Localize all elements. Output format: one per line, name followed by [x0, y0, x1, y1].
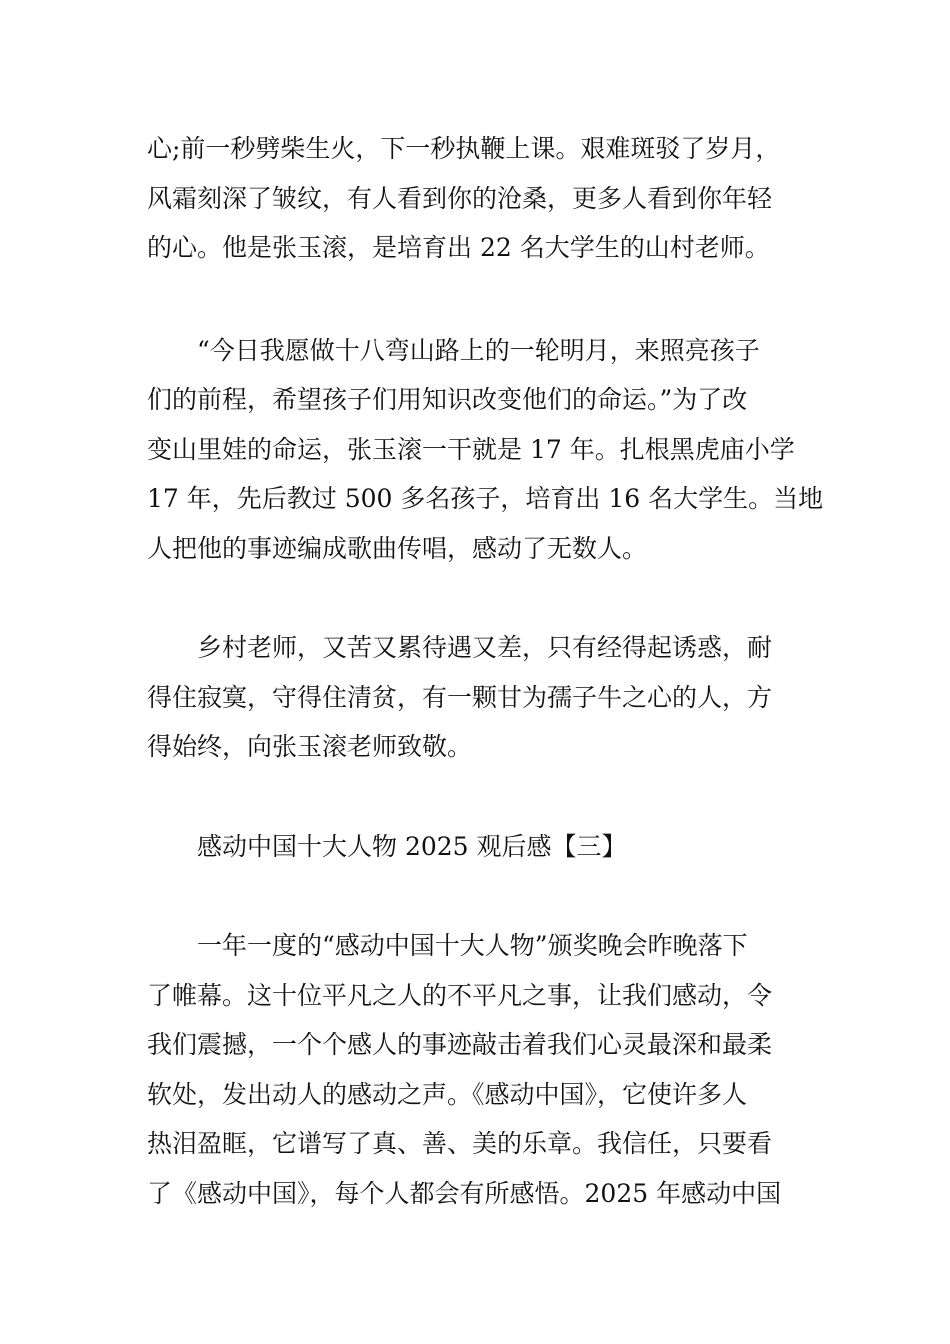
paragraph-3-line-2: 得住寂寞，守得住清贫，有一颗甘为孺子牛之心的人，方 [147, 683, 773, 712]
paragraph-2-line-1: “今日我愿做十八弯山路上的一轮明月，来照亮孩子 [197, 336, 760, 365]
paragraph-2-line-3: 变山里娃的命运，张玉滚一干就是 17 年。扎根黑虎庙小学 [147, 435, 795, 464]
paragraph-2-line-4: 17 年，先后教过 500 多名孩子，培育出 16 名大学生。当地 [147, 484, 824, 513]
paragraph-5-line-2: 了帷幕。这十位平凡之人的不平凡之事，让我们感动，令 [147, 981, 773, 1010]
paragraph-3-line-1: 乡村老师，又苦又累待遇又差，只有经得起诱惑，耐 [197, 633, 773, 662]
paragraph-5-line-3: 我们震撼，一个个感人的事迹敲击着我们心灵最深和最柔 [147, 1030, 773, 1059]
section-heading: 感动中国十大人物 2025 观后感【三】 [197, 832, 627, 861]
paragraph-3-line-3: 得始终，向张玉滚老师致敬。 [147, 732, 473, 761]
paragraph-1-line-2: 风霜刻深了皱纹，有人看到你的沧桑，更多人看到你年轻 [147, 184, 773, 213]
paragraph-5-line-6: 了《感动中国》，每个人都会有所感悟。2025 年感动中国 [147, 1179, 782, 1208]
paragraph-1-line-3: 的心。他是张玉滚，是培育出 22 名大学生的山村老师。 [147, 233, 770, 262]
paragraph-1-line-1: 心;前一秒劈柴生火，下一秒执鞭上课。艰难斑驳了岁月， [147, 134, 781, 163]
paragraph-2-line-2: 们的前程，希望孩子们用知识改变他们的命运。”为了改 [147, 385, 748, 414]
paragraph-5-line-5: 热泪盈眶，它谱写了真、善、美的乐章。我信任，只要看 [147, 1129, 773, 1158]
paragraph-2-line-5: 人把他的事迹编成歌曲传唱，感动了无数人。 [147, 534, 648, 563]
paragraph-5-line-1: 一年一度的“感动中国十大人物”颁奖晚会昨晚落下 [197, 931, 748, 960]
paragraph-5-line-4: 软处，发出动人的感动之声。《感动中国》，它使许多人 [147, 1080, 748, 1109]
